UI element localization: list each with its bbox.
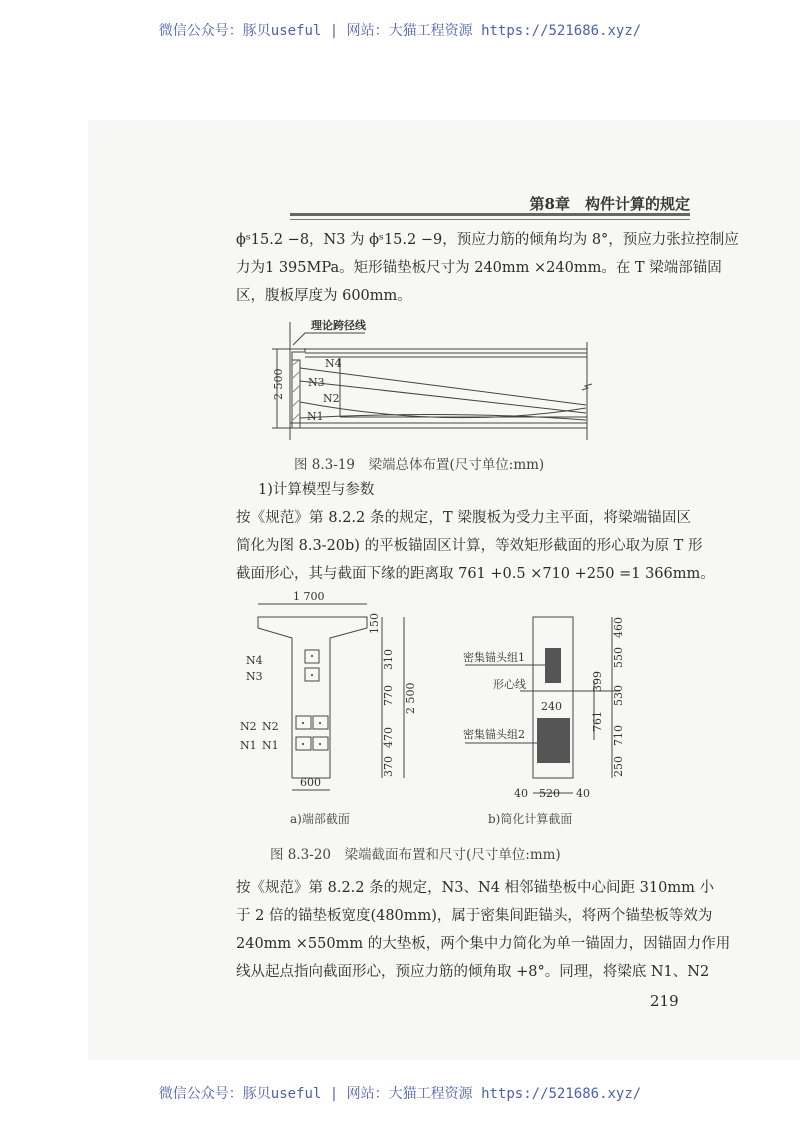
centroid-label: 形心线 [493,678,526,691]
tendon-box: N1 [262,739,279,752]
dim: 520 [539,787,560,800]
dim: 310 [382,649,395,670]
text-line: 力为1 395MPa。矩形锚垫板尺寸为 240mm ×240mm。在 T 梁端部锚固 [236,260,722,276]
text-line: 线从起点指向截面形心，预应力筋的倾角取 +8°。同理，将梁底 N1、N2 [236,964,710,980]
text-line: ϕˢ15.2 −8，N3 为 ϕˢ15.2 −9，预应力筋的倾角均为 8°，预应力张拉控制应 [236,232,739,248]
section-heading: 1)计算模型与参数 [258,482,375,498]
dim: 399 [591,671,604,692]
tendon-box: N3 [246,670,263,683]
text-line: 简化为图 8.3-20b) 的平板锚固区计算，等效矩形截面的形心取为原 T 形 [236,538,703,554]
watermark-bottom: 微信公众号：豚贝useful | 网站：大猫工程资源 https://521686.xyz/ [158,1086,642,1102]
dim: 150 [368,613,381,634]
dense-anchor-group-1 [545,648,561,683]
tendon-box: N1 [240,739,257,752]
dim: 530 [612,685,625,706]
page-number: 219 [650,992,679,1010]
dim: 1 700 [293,590,325,603]
figure-caption: 图 8.3-20 梁端截面布置和尺寸(尺寸单位:mm) [270,847,561,863]
height-dim: 2 500 [272,368,285,400]
dense-anchor-group-2 [537,718,570,763]
tendon-label: N3 [308,376,325,389]
text-line: 240mm ×550mm 的大垫板，两个集中力简化为单一锚固力，因锚固力作用 [236,936,731,952]
dim: 600 [300,776,321,789]
figure-caption: 图 8.3-19 梁端总体布置(尺寸单位:mm) [294,457,545,473]
dim: 40 [514,787,528,800]
text-line: 于 2 倍的锚垫板宽度(480mm)，属于密集间距锚头，将两个锚垫板等效为 [236,908,713,924]
dim: 470 [382,727,395,748]
text-line: 截面形心，其与截面下缘的距离取 761 +0.5 ×710 +250 =1 366mm。 [236,566,715,582]
tendon-label: N4 [325,357,342,370]
dim: 710 [612,725,625,746]
dim: 240 [541,700,562,713]
dim: 550 [612,647,625,668]
subfigure-caption-b: b)简化计算截面 [488,812,573,826]
group2-label: 密集锚头组2 [463,728,525,741]
span-line-label: 理论跨径线 [311,319,366,332]
subfigure-caption-a: a)端部截面 [290,812,350,826]
dim: 250 [612,756,625,777]
dim: 770 [382,685,395,706]
dim: 370 [382,756,395,777]
dim: 460 [612,617,625,638]
dim: 40 [576,787,590,800]
tendon-label: N1 [307,410,324,423]
text-line: 区，腹板厚度为 600mm。 [236,288,412,304]
dim: 761 [591,711,604,732]
dim: 2 500 [404,682,417,714]
text-line: 按《规范》第 8.2.2 条的规定，T 梁腹板为受力主平面，将梁端锚固区 [236,510,691,526]
chapter-header: 第8章 构件计算的规定 [529,195,690,213]
tendon-label: N2 [323,392,340,405]
watermark-top: 微信公众号：豚贝useful | 网站：大猫工程资源 https://521686.xyz/ [158,23,642,39]
text-line: 按《规范》第 8.2.2 条的规定，N3、N4 相邻锚垫板中心间距 310mm 小 [236,880,714,896]
tendon-box: N4 [246,654,263,667]
tendon-box: N2 [262,720,279,733]
tendon-box: N2 [240,720,257,733]
group1-label: 密集锚头组1 [463,651,525,664]
